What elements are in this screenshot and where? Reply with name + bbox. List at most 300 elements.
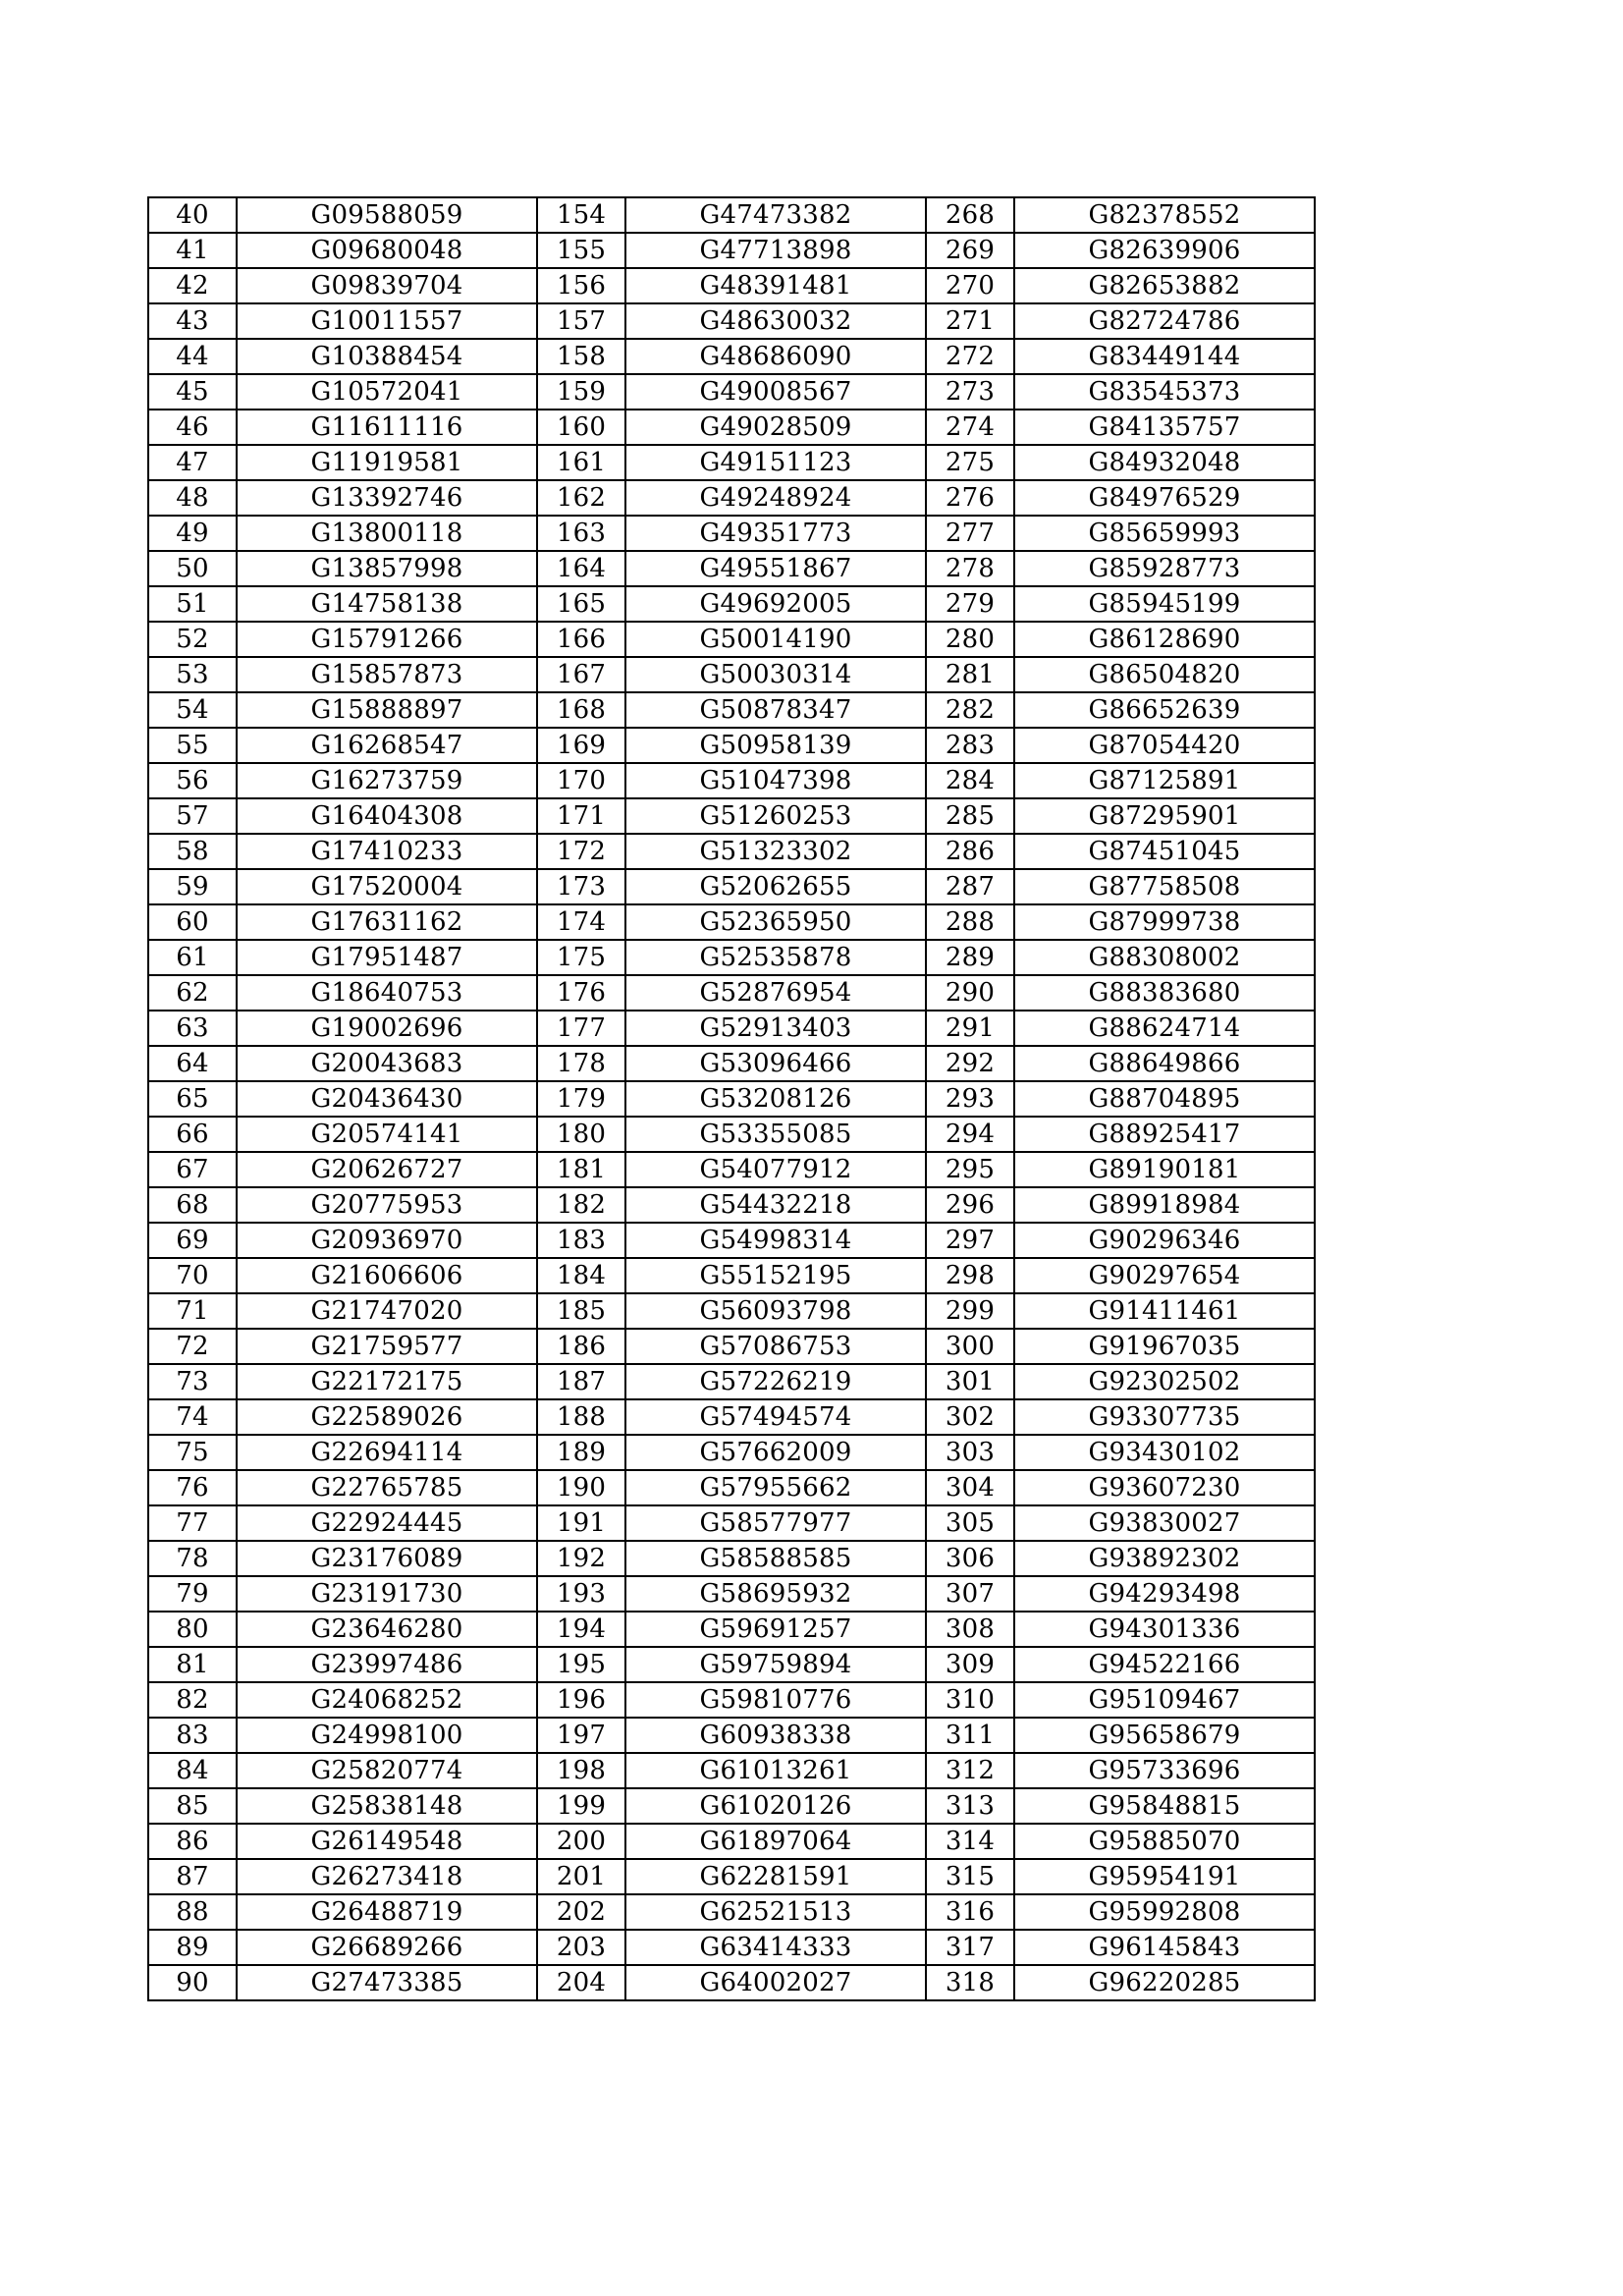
row-number-cell: 296	[926, 1187, 1014, 1223]
id-code-cell: G26149548	[237, 1824, 537, 1859]
id-code-cell: G11611116	[237, 410, 537, 445]
id-code-cell: G93430102	[1014, 1435, 1315, 1470]
row-number-cell: 170	[537, 763, 625, 798]
id-code-cell: G87758508	[1014, 869, 1315, 904]
id-code-cell: G93307735	[1014, 1399, 1315, 1435]
table-row	[148, 798, 1315, 834]
row-number-cell: 168	[537, 692, 625, 728]
id-code-cell: G23646280	[237, 1612, 537, 1647]
row-number-cell: 310	[926, 1682, 1014, 1718]
id-code-cell: G17410233	[237, 834, 537, 869]
id-code-cell: G94522166	[1014, 1647, 1315, 1682]
row-number-cell: 173	[537, 869, 625, 904]
table-row	[148, 904, 1315, 940]
row-number-cell: 288	[926, 904, 1014, 940]
row-number-cell: 52	[148, 622, 237, 657]
row-number-cell: 315	[926, 1859, 1014, 1894]
id-code-cell: G50958139	[625, 728, 926, 763]
id-code-cell: G54998314	[625, 1223, 926, 1258]
id-code-cell: G95954191	[1014, 1859, 1315, 1894]
id-code-cell: G10011557	[237, 303, 537, 339]
row-number-cell: 187	[537, 1364, 625, 1399]
row-number-cell: 272	[926, 339, 1014, 374]
table-row	[148, 1187, 1315, 1223]
id-code-cell: G84976529	[1014, 480, 1315, 516]
id-code-cell: G20626727	[237, 1152, 537, 1187]
row-number-cell: 275	[926, 445, 1014, 480]
id-code-cell: G90296346	[1014, 1223, 1315, 1258]
row-number-cell: 171	[537, 798, 625, 834]
table-row	[148, 233, 1315, 268]
row-number-cell: 191	[537, 1505, 625, 1541]
id-code-cell: G16404308	[237, 798, 537, 834]
table-row	[148, 869, 1315, 904]
row-number-cell: 161	[537, 445, 625, 480]
id-code-cell: G84932048	[1014, 445, 1315, 480]
row-number-cell: 303	[926, 1435, 1014, 1470]
id-code-cell: G86652639	[1014, 692, 1315, 728]
id-code-cell: G87999738	[1014, 904, 1315, 940]
id-code-cell: G17951487	[237, 940, 537, 975]
row-number-cell: 177	[537, 1011, 625, 1046]
id-code-cell: G10572041	[237, 374, 537, 410]
id-code-cell: G48630032	[625, 303, 926, 339]
table-row	[148, 1576, 1315, 1612]
id-code-cell: G21747020	[237, 1293, 537, 1329]
row-number-cell: 281	[926, 657, 1014, 692]
table-row	[148, 1541, 1315, 1576]
row-number-cell: 85	[148, 1788, 237, 1824]
id-code-cell: G95658679	[1014, 1718, 1315, 1753]
row-number-cell: 270	[926, 268, 1014, 303]
id-code-cell: G86504820	[1014, 657, 1315, 692]
id-code-cell: G16268547	[237, 728, 537, 763]
row-number-cell: 279	[926, 586, 1014, 622]
row-number-cell: 42	[148, 268, 237, 303]
row-number-cell: 179	[537, 1081, 625, 1117]
id-code-cell: G49551867	[625, 551, 926, 586]
row-number-cell: 41	[148, 233, 237, 268]
row-number-cell: 76	[148, 1470, 237, 1505]
table-row	[148, 1152, 1315, 1187]
id-code-cell: G89918984	[1014, 1187, 1315, 1223]
row-number-cell: 162	[537, 480, 625, 516]
row-number-cell: 203	[537, 1930, 625, 1965]
row-number-cell: 84	[148, 1753, 237, 1788]
table-row	[148, 763, 1315, 798]
id-code-cell: G85945199	[1014, 586, 1315, 622]
id-code-cell: G57494574	[625, 1399, 926, 1435]
id-code-cell: G50030314	[625, 657, 926, 692]
id-code-cell: G09680048	[237, 233, 537, 268]
row-number-cell: 283	[926, 728, 1014, 763]
row-number-cell: 81	[148, 1647, 237, 1682]
row-number-cell: 299	[926, 1293, 1014, 1329]
id-code-cell: G94293498	[1014, 1576, 1315, 1612]
row-number-cell: 201	[537, 1859, 625, 1894]
table-row	[148, 551, 1315, 586]
row-number-cell: 178	[537, 1046, 625, 1081]
id-code-cell: G62521513	[625, 1894, 926, 1930]
table-row	[148, 1081, 1315, 1117]
row-number-cell: 268	[926, 197, 1014, 233]
row-number-cell: 165	[537, 586, 625, 622]
id-code-cell: G88624714	[1014, 1011, 1315, 1046]
table-row	[148, 586, 1315, 622]
row-number-cell: 202	[537, 1894, 625, 1930]
id-code-cell: G55152195	[625, 1258, 926, 1293]
row-number-cell: 313	[926, 1788, 1014, 1824]
id-number-table	[147, 196, 1316, 2001]
row-number-cell: 169	[537, 728, 625, 763]
row-number-cell: 46	[148, 410, 237, 445]
id-code-cell: G93607230	[1014, 1470, 1315, 1505]
table-row	[148, 1223, 1315, 1258]
table-row	[148, 1011, 1315, 1046]
id-code-cell: G18640753	[237, 975, 537, 1011]
table-row	[148, 1647, 1315, 1682]
table-row	[148, 268, 1315, 303]
id-code-cell: G16273759	[237, 763, 537, 798]
id-code-cell: G87054420	[1014, 728, 1315, 763]
table-row	[148, 657, 1315, 692]
row-number-cell: 197	[537, 1718, 625, 1753]
row-number-cell: 298	[926, 1258, 1014, 1293]
id-code-cell: G54077912	[625, 1152, 926, 1187]
id-code-cell: G64002027	[625, 1965, 926, 2000]
table-row	[148, 1965, 1315, 2000]
id-code-cell: G10388454	[237, 339, 537, 374]
row-number-cell: 200	[537, 1824, 625, 1859]
row-number-cell: 273	[926, 374, 1014, 410]
row-number-cell: 269	[926, 233, 1014, 268]
id-code-cell: G20574141	[237, 1117, 537, 1152]
row-number-cell: 280	[926, 622, 1014, 657]
row-number-cell: 48	[148, 480, 237, 516]
row-number-cell: 44	[148, 339, 237, 374]
row-number-cell: 70	[148, 1258, 237, 1293]
table-row	[148, 1399, 1315, 1435]
table-row	[148, 1505, 1315, 1541]
row-number-cell: 50	[148, 551, 237, 586]
table-row	[148, 975, 1315, 1011]
id-code-cell: G61013261	[625, 1753, 926, 1788]
id-code-cell: G93830027	[1014, 1505, 1315, 1541]
table-row	[148, 197, 1315, 233]
table-row	[148, 728, 1315, 763]
id-code-cell: G63414333	[625, 1930, 926, 1965]
row-number-cell: 51	[148, 586, 237, 622]
id-code-cell: G14758138	[237, 586, 537, 622]
id-code-cell: G50878347	[625, 692, 926, 728]
id-code-cell: G85928773	[1014, 551, 1315, 586]
table-row	[148, 1046, 1315, 1081]
row-number-cell: 204	[537, 1965, 625, 2000]
id-code-cell: G48391481	[625, 268, 926, 303]
row-number-cell: 58	[148, 834, 237, 869]
row-number-cell: 186	[537, 1329, 625, 1364]
row-number-cell: 308	[926, 1612, 1014, 1647]
row-number-cell: 316	[926, 1894, 1014, 1930]
id-code-cell: G88383680	[1014, 975, 1315, 1011]
row-number-cell: 59	[148, 869, 237, 904]
row-number-cell: 159	[537, 374, 625, 410]
row-number-cell: 45	[148, 374, 237, 410]
row-number-cell: 79	[148, 1576, 237, 1612]
row-number-cell: 67	[148, 1152, 237, 1187]
id-code-cell: G51260253	[625, 798, 926, 834]
id-code-cell: G49248924	[625, 480, 926, 516]
row-number-cell: 304	[926, 1470, 1014, 1505]
id-code-cell: G26273418	[237, 1859, 537, 1894]
row-number-cell: 195	[537, 1647, 625, 1682]
table-row	[148, 1117, 1315, 1152]
id-code-cell: G20775953	[237, 1187, 537, 1223]
row-number-cell: 305	[926, 1505, 1014, 1541]
id-code-cell: G94301336	[1014, 1612, 1315, 1647]
table-row	[148, 622, 1315, 657]
table-row	[148, 339, 1315, 374]
row-number-cell: 60	[148, 904, 237, 940]
id-code-cell: G09588059	[237, 197, 537, 233]
id-code-cell: G49028509	[625, 410, 926, 445]
id-code-cell: G09839704	[237, 268, 537, 303]
id-code-cell: G87295901	[1014, 798, 1315, 834]
id-code-cell: G91967035	[1014, 1329, 1315, 1364]
row-number-cell: 88	[148, 1894, 237, 1930]
id-code-cell: G27473385	[237, 1965, 537, 2000]
row-number-cell: 54	[148, 692, 237, 728]
id-code-cell: G21606606	[237, 1258, 537, 1293]
row-number-cell: 276	[926, 480, 1014, 516]
table-row	[148, 1293, 1315, 1329]
id-code-cell: G15857873	[237, 657, 537, 692]
id-code-cell: G95109467	[1014, 1682, 1315, 1718]
row-number-cell: 284	[926, 763, 1014, 798]
id-code-cell: G15888897	[237, 692, 537, 728]
row-number-cell: 55	[148, 728, 237, 763]
id-code-cell: G95885070	[1014, 1824, 1315, 1859]
id-code-cell: G20436430	[237, 1081, 537, 1117]
id-code-cell: G58695932	[625, 1576, 926, 1612]
id-code-cell: G58577977	[625, 1505, 926, 1541]
row-number-cell: 198	[537, 1753, 625, 1788]
row-number-cell: 82	[148, 1682, 237, 1718]
id-code-cell: G49008567	[625, 374, 926, 410]
id-code-cell: G62281591	[625, 1859, 926, 1894]
row-number-cell: 184	[537, 1258, 625, 1293]
row-number-cell: 83	[148, 1718, 237, 1753]
id-code-cell: G57955662	[625, 1470, 926, 1505]
row-number-cell: 309	[926, 1647, 1014, 1682]
id-code-cell: G49151123	[625, 445, 926, 480]
id-code-cell: G22694114	[237, 1435, 537, 1470]
table-row	[148, 410, 1315, 445]
row-number-cell: 65	[148, 1081, 237, 1117]
row-number-cell: 271	[926, 303, 1014, 339]
id-code-cell: G82378552	[1014, 197, 1315, 233]
id-code-cell: G58588585	[625, 1541, 926, 1576]
id-code-cell: G50014190	[625, 622, 926, 657]
id-code-cell: G25820774	[237, 1753, 537, 1788]
row-number-cell: 289	[926, 940, 1014, 975]
row-number-cell: 180	[537, 1117, 625, 1152]
id-code-cell: G20043683	[237, 1046, 537, 1081]
id-code-cell: G96145843	[1014, 1930, 1315, 1965]
row-number-cell: 172	[537, 834, 625, 869]
id-code-cell: G26488719	[237, 1894, 537, 1930]
row-number-cell: 199	[537, 1788, 625, 1824]
row-number-cell: 312	[926, 1753, 1014, 1788]
id-code-cell: G87451045	[1014, 834, 1315, 869]
table-row	[148, 1435, 1315, 1470]
id-code-cell: G22924445	[237, 1505, 537, 1541]
id-code-cell: G82724786	[1014, 303, 1315, 339]
row-number-cell: 90	[148, 1965, 237, 2000]
row-number-cell: 194	[537, 1612, 625, 1647]
row-number-cell: 176	[537, 975, 625, 1011]
id-code-cell: G83449144	[1014, 339, 1315, 374]
id-code-cell: G52365950	[625, 904, 926, 940]
row-number-cell: 53	[148, 657, 237, 692]
id-code-cell: G23191730	[237, 1576, 537, 1612]
table-row	[148, 516, 1315, 551]
row-number-cell: 274	[926, 410, 1014, 445]
row-number-cell: 295	[926, 1152, 1014, 1187]
row-number-cell: 154	[537, 197, 625, 233]
row-number-cell: 49	[148, 516, 237, 551]
id-code-cell: G86128690	[1014, 622, 1315, 657]
id-code-cell: G47473382	[625, 197, 926, 233]
table-row	[148, 1258, 1315, 1293]
id-code-cell: G24998100	[237, 1718, 537, 1753]
row-number-cell: 185	[537, 1293, 625, 1329]
row-number-cell: 277	[926, 516, 1014, 551]
id-code-cell: G22589026	[237, 1399, 537, 1435]
table-row	[148, 1364, 1315, 1399]
table-row	[148, 1930, 1315, 1965]
id-code-cell: G26689266	[237, 1930, 537, 1965]
row-number-cell: 61	[148, 940, 237, 975]
row-number-cell: 158	[537, 339, 625, 374]
row-number-cell: 301	[926, 1364, 1014, 1399]
table-row	[148, 1894, 1315, 1930]
id-code-cell: G59810776	[625, 1682, 926, 1718]
id-code-cell: G13392746	[237, 480, 537, 516]
row-number-cell: 166	[537, 622, 625, 657]
row-number-cell: 196	[537, 1682, 625, 1718]
row-number-cell: 74	[148, 1399, 237, 1435]
row-number-cell: 287	[926, 869, 1014, 904]
row-number-cell: 57	[148, 798, 237, 834]
row-number-cell: 174	[537, 904, 625, 940]
id-code-cell: G88649866	[1014, 1046, 1315, 1081]
row-number-cell: 80	[148, 1612, 237, 1647]
id-code-cell: G52876954	[625, 975, 926, 1011]
table-row	[148, 940, 1315, 975]
row-number-cell: 291	[926, 1011, 1014, 1046]
id-code-cell: G56093798	[625, 1293, 926, 1329]
row-number-cell: 156	[537, 268, 625, 303]
id-code-cell: G89190181	[1014, 1152, 1315, 1187]
id-code-cell: G61897064	[625, 1824, 926, 1859]
table-row	[148, 374, 1315, 410]
row-number-cell: 86	[148, 1824, 237, 1859]
table-row	[148, 1612, 1315, 1647]
row-number-cell: 68	[148, 1187, 237, 1223]
table-row	[148, 445, 1315, 480]
id-code-cell: G13800118	[237, 516, 537, 551]
id-code-cell: G21759577	[237, 1329, 537, 1364]
id-code-cell: G90297654	[1014, 1258, 1315, 1293]
row-number-cell: 62	[148, 975, 237, 1011]
table-row	[148, 1753, 1315, 1788]
row-number-cell: 167	[537, 657, 625, 692]
row-number-cell: 47	[148, 445, 237, 480]
id-code-cell: G13857998	[237, 551, 537, 586]
table-row	[148, 692, 1315, 728]
row-number-cell: 189	[537, 1435, 625, 1470]
row-number-cell: 192	[537, 1541, 625, 1576]
row-number-cell: 193	[537, 1576, 625, 1612]
row-number-cell: 290	[926, 975, 1014, 1011]
id-code-cell: G84135757	[1014, 410, 1315, 445]
row-number-cell: 318	[926, 1965, 1014, 2000]
table-body	[148, 197, 1315, 2000]
row-number-cell: 282	[926, 692, 1014, 728]
id-code-cell: G53355085	[625, 1117, 926, 1152]
row-number-cell: 307	[926, 1576, 1014, 1612]
row-number-cell: 306	[926, 1541, 1014, 1576]
row-number-cell: 181	[537, 1152, 625, 1187]
row-number-cell: 56	[148, 763, 237, 798]
id-code-cell: G93892302	[1014, 1541, 1315, 1576]
id-code-cell: G57086753	[625, 1329, 926, 1364]
id-code-cell: G22172175	[237, 1364, 537, 1399]
row-number-cell: 297	[926, 1223, 1014, 1258]
id-code-cell: G61020126	[625, 1788, 926, 1824]
id-code-cell: G82639906	[1014, 233, 1315, 268]
id-code-cell: G17631162	[237, 904, 537, 940]
table-row	[148, 303, 1315, 339]
table-row	[148, 1859, 1315, 1894]
id-code-cell: G20936970	[237, 1223, 537, 1258]
row-number-cell: 317	[926, 1930, 1014, 1965]
row-number-cell: 69	[148, 1223, 237, 1258]
id-code-cell: G48686090	[625, 339, 926, 374]
id-code-cell: G57226219	[625, 1364, 926, 1399]
id-code-cell: G52062655	[625, 869, 926, 904]
id-code-cell: G92302502	[1014, 1364, 1315, 1399]
id-code-cell: G60938338	[625, 1718, 926, 1753]
row-number-cell: 175	[537, 940, 625, 975]
id-code-cell: G49351773	[625, 516, 926, 551]
id-code-cell: G59691257	[625, 1612, 926, 1647]
table-row	[148, 1824, 1315, 1859]
id-code-cell: G87125891	[1014, 763, 1315, 798]
row-number-cell: 72	[148, 1329, 237, 1364]
id-code-cell: G95848815	[1014, 1788, 1315, 1824]
row-number-cell: 278	[926, 551, 1014, 586]
row-number-cell: 293	[926, 1081, 1014, 1117]
row-number-cell: 89	[148, 1930, 237, 1965]
row-number-cell: 314	[926, 1824, 1014, 1859]
id-code-cell: G53208126	[625, 1081, 926, 1117]
id-code-cell: G47713898	[625, 233, 926, 268]
id-code-cell: G17520004	[237, 869, 537, 904]
id-code-cell: G51323302	[625, 834, 926, 869]
id-code-cell: G23176089	[237, 1541, 537, 1576]
